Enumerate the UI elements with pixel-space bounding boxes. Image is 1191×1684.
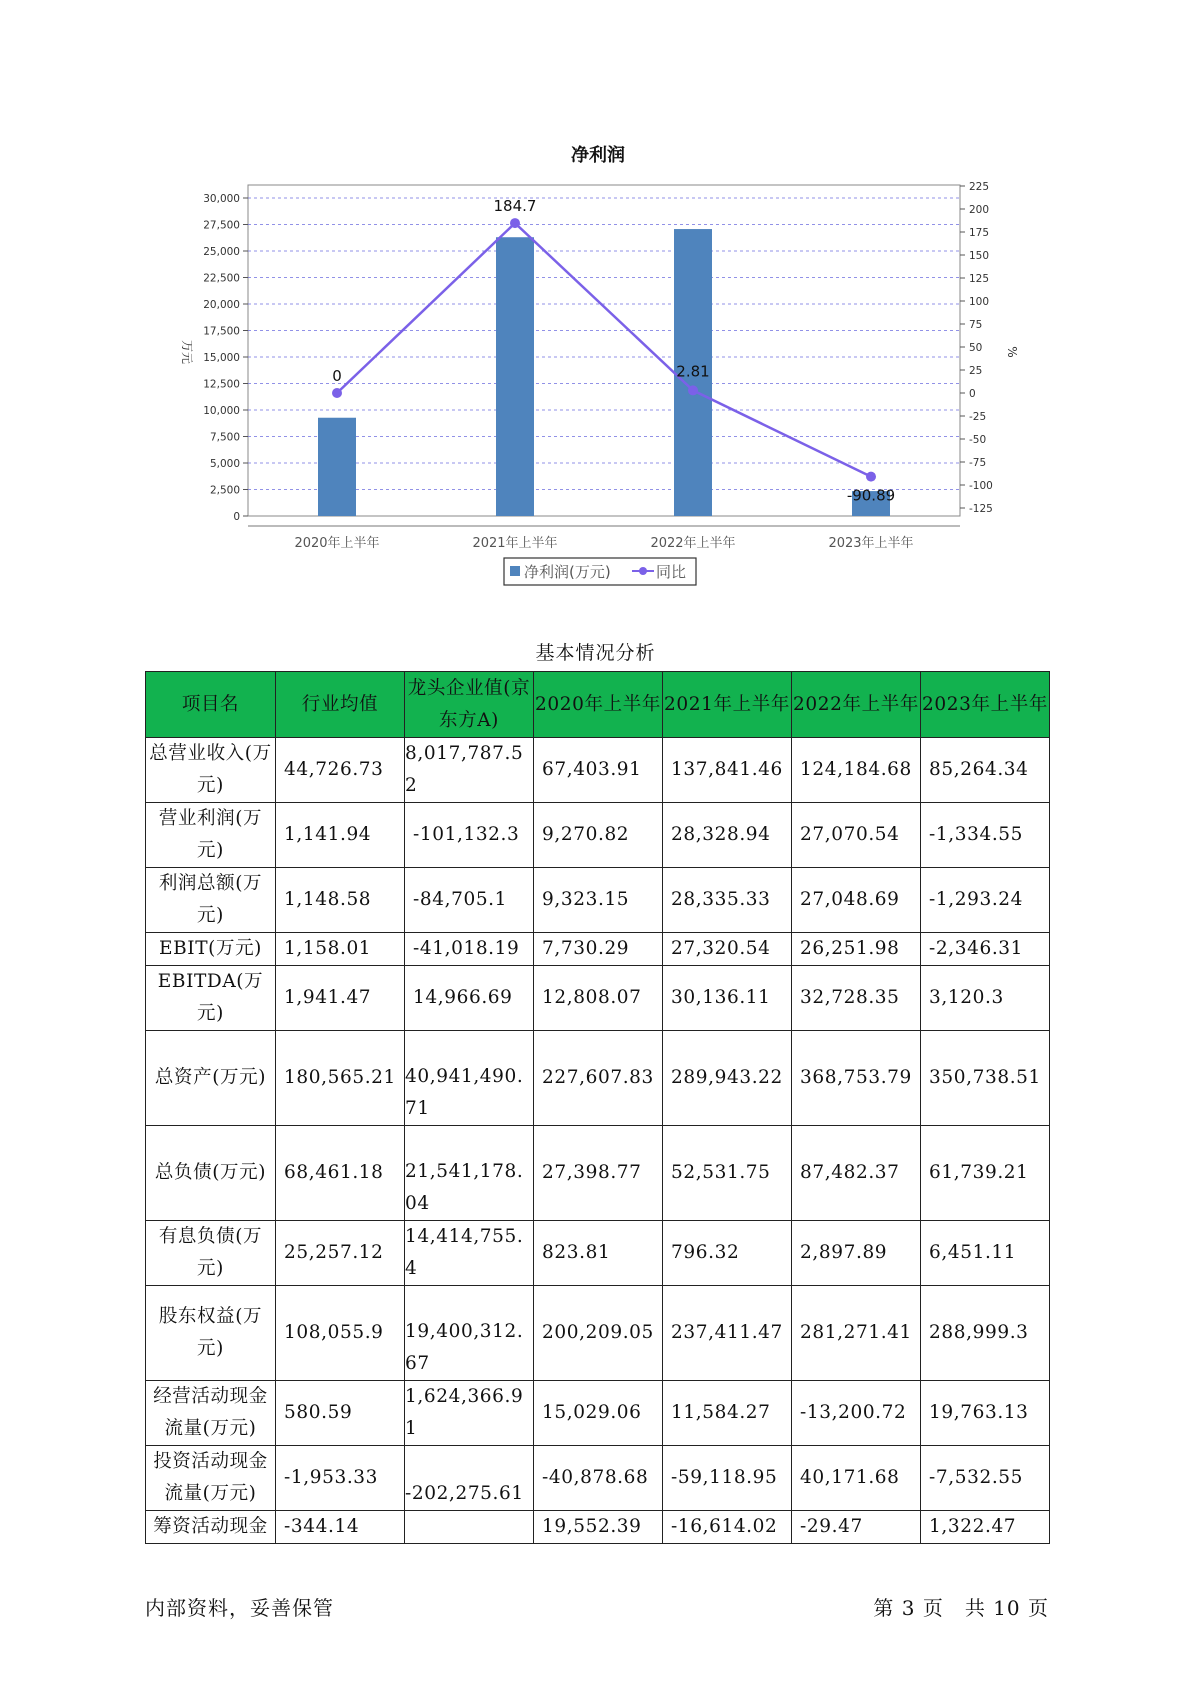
table-cell: 200,209.05 [534,1286,663,1381]
table-cell: 6,451.11 [921,1221,1050,1286]
table-cell [405,1511,534,1544]
row-label: 股东权益(万元) [146,1286,276,1381]
header-2021h1: 2021年上半年 [663,672,792,738]
table-cell: 227,607.83 [534,1031,663,1126]
row-label: 利润总额(万元) [146,868,276,933]
left-tick-label: 30,000 [203,193,240,205]
right-tick-label: -75 [969,457,987,469]
table-cell: 2,897.89 [792,1221,921,1286]
x-tick-label: 2023年上半年 [828,536,914,551]
table-cell: 14,966.69 [405,966,534,1031]
right-tick-label: 150 [969,250,990,262]
right-tick-label: 200 [969,204,990,216]
table-cell: -1,953.33 [276,1446,405,1511]
right-tick-label: -125 [969,503,993,515]
table-cell: -40,878.68 [534,1446,663,1511]
right-tick-label: 225 [969,181,990,193]
table-cell: -101,132.3 [405,803,534,868]
table-cell: 30,136.11 [663,966,792,1031]
table-cell: -84,705.1 [405,868,534,933]
footer-confidential: 内部资料，妥善保管 [145,1596,334,1620]
bar-series [318,229,890,516]
right-axis [960,181,993,515]
legend-bar-swatch [510,566,520,576]
table-cell: 32,728.35 [792,966,921,1031]
table-cell: -29.47 [792,1511,921,1544]
table-cell: 52,531.75 [663,1126,792,1221]
net-profit-bar [318,418,356,516]
table-cell: 85,264.34 [921,738,1050,803]
footer-page-number: 第 3 页 共 10 页 [873,1596,1049,1620]
right-tick-label: 100 [969,296,990,308]
x-tick-label: 2022年上半年 [650,536,736,551]
table-cell: 15,029.06 [534,1381,663,1446]
row-label: EBITDA(万元) [146,966,276,1031]
right-tick-label: -50 [969,434,987,446]
table-cell: 8,017,787.52 [405,738,534,803]
row-label: 总负债(万元) [146,1126,276,1221]
right-axis-label: % [1005,346,1019,358]
header-industry-avg: 行业均值 [276,672,405,738]
yoy-data-label: -90.89 [846,486,896,505]
yoy-line [337,223,871,477]
table-cell: -1,293.24 [921,868,1050,933]
table-cell: 28,335.33 [663,868,792,933]
table-cell: -202,275.61 [405,1446,534,1511]
table-cell: 1,624,366.91 [405,1381,534,1446]
left-axis [203,193,248,523]
table-cell: 3,120.3 [921,966,1050,1031]
table-cell: 1,141.94 [276,803,405,868]
net-profit-bar [496,237,534,516]
table-cell: 7,730.29 [534,933,663,966]
left-tick-label: 15,000 [203,352,240,364]
row-label: 有息负债(万元) [146,1221,276,1286]
table-cell: 44,726.73 [276,738,405,803]
table-cell: 67,403.91 [534,738,663,803]
table-cell: 1,148.58 [276,868,405,933]
table-cell: 28,328.94 [663,803,792,868]
right-tick-label: -100 [969,480,993,492]
chart-legend [504,558,696,585]
row-label: 筹资活动现金 [146,1511,276,1544]
legend-line-label: 同比 [656,563,687,581]
table-cell: 27,070.54 [792,803,921,868]
table-cell: 9,323.15 [534,868,663,933]
table-row [146,966,1050,1031]
header-2022h1: 2022年上半年 [792,672,921,738]
table-cell: 180,565.21 [276,1031,405,1126]
table-cell: 61,739.21 [921,1126,1050,1221]
table-row [146,803,1050,868]
table-cell: 281,271.41 [792,1286,921,1381]
table-row [146,1446,1050,1511]
left-tick-label: 25,000 [203,246,240,258]
table-cell: 9,270.82 [534,803,663,868]
table-cell: -344.14 [276,1511,405,1544]
table-cell: 40,171.68 [792,1446,921,1511]
table-cell: 1,158.01 [276,933,405,966]
table-cell: 87,482.37 [792,1126,921,1221]
left-tick-label: 12,500 [203,378,240,391]
table-cell: 108,055.9 [276,1286,405,1381]
right-tick-label: 0 [969,388,976,400]
table-row [146,1381,1050,1446]
x-axis [248,526,960,551]
table-cell: 137,841.46 [663,738,792,803]
line-series [332,197,895,505]
row-label: 营业利润(万元) [146,803,276,868]
table-row [146,1511,1050,1544]
table-cell: 1,322.47 [921,1511,1050,1544]
header-leader-value: 龙头企业值(京东方A) [405,672,534,738]
header-2023h1: 2023年上半年 [921,672,1050,738]
yoy-point [332,388,342,398]
table-cell: -16,614.02 [663,1511,792,1544]
row-label: 总资产(万元) [146,1031,276,1126]
right-tick-label: 175 [969,227,990,239]
basic-analysis-table [145,671,1050,1544]
table-cell: -7,532.55 [921,1446,1050,1511]
table-cell: 25,257.12 [276,1221,405,1286]
right-tick-label: 25 [969,365,983,377]
yoy-data-label: 184.7 [493,197,537,216]
table-cell: 21,541,178.04 [405,1126,534,1221]
legend-bar-label: 净利润(万元) [524,563,611,581]
right-tick-label: -25 [969,411,987,423]
table-cell: -1,334.55 [921,803,1050,868]
table-cell: 11,584.27 [663,1381,792,1446]
yoy-data-label: 0 [332,367,342,385]
table-cell: -59,118.95 [663,1446,792,1511]
left-tick-label: 7,500 [209,431,240,444]
table-cell: -41,018.19 [405,933,534,966]
table-cell: 12,808.07 [534,966,663,1031]
header-2020h1: 2020年上半年 [534,672,663,738]
table-cell: 19,763.13 [921,1381,1050,1446]
left-tick-label: 10,000 [203,405,240,417]
table-row [146,1286,1050,1381]
table-row [146,868,1050,933]
left-tick-label: 2,500 [209,484,240,497]
row-label: 投资活动现金流量(万元) [146,1446,276,1511]
right-tick-label: 50 [969,342,983,354]
row-label: 总营业收入(万元) [146,738,276,803]
x-tick-label: 2021年上半年 [472,536,558,551]
table-cell: 26,251.98 [792,933,921,966]
left-axis-label: 万元 [180,339,194,365]
table-cell: 27,398.77 [534,1126,663,1221]
left-tick-label: 27,500 [203,219,240,232]
table-cell: 14,414,755.4 [405,1221,534,1286]
table-title: 基本情况分析 [535,642,656,664]
table-cell: 289,943.22 [663,1031,792,1126]
table-cell: 823.81 [534,1221,663,1286]
table-cell: 27,048.69 [792,868,921,933]
yoy-data-label: 2.81 [676,362,710,381]
table-cell: 368,753.79 [792,1031,921,1126]
table-row [146,933,1050,966]
table-cell: 580.59 [276,1381,405,1446]
legend-line-marker [639,567,647,575]
x-tick-label: 2020年上半年 [294,536,380,551]
table-cell: 1,941.47 [276,966,405,1031]
table-row [146,738,1050,803]
table-header-row [146,672,1050,738]
left-tick-label: 22,500 [203,272,240,285]
row-label: EBIT(万元) [146,933,276,966]
row-label: 经营活动现金流量(万元) [146,1381,276,1446]
yoy-point [688,385,698,395]
yoy-point [510,218,520,228]
table-cell: -2,346.31 [921,933,1050,966]
table-row [146,1126,1050,1221]
table-cell: 19,400,312.67 [405,1286,534,1381]
right-tick-label: 125 [969,273,990,285]
table-cell: 124,184.68 [792,738,921,803]
left-tick-label: 17,500 [203,325,240,338]
table-cell: 68,461.18 [276,1126,405,1221]
table-cell: 19,552.39 [534,1511,663,1544]
table-cell: 288,999.3 [921,1286,1050,1381]
table-row [146,1031,1050,1126]
table-cell: 350,738.51 [921,1031,1050,1126]
net-profit-chart [0,0,1191,600]
table-cell: 796.32 [663,1221,792,1286]
left-tick-label: 20,000 [203,299,240,311]
table-cell: 40,941,490.71 [405,1031,534,1126]
left-tick-label: 0 [233,511,240,523]
table-cell: 27,320.54 [663,933,792,966]
left-tick-label: 5,000 [209,458,240,470]
yoy-point [866,472,876,482]
table-cell: -13,200.72 [792,1381,921,1446]
table-cell: 237,411.47 [663,1286,792,1381]
chart-title: 净利润 [571,145,625,166]
header-item-name: 项目名 [146,672,276,738]
right-tick-label: 75 [969,319,983,331]
table-row [146,1221,1050,1286]
